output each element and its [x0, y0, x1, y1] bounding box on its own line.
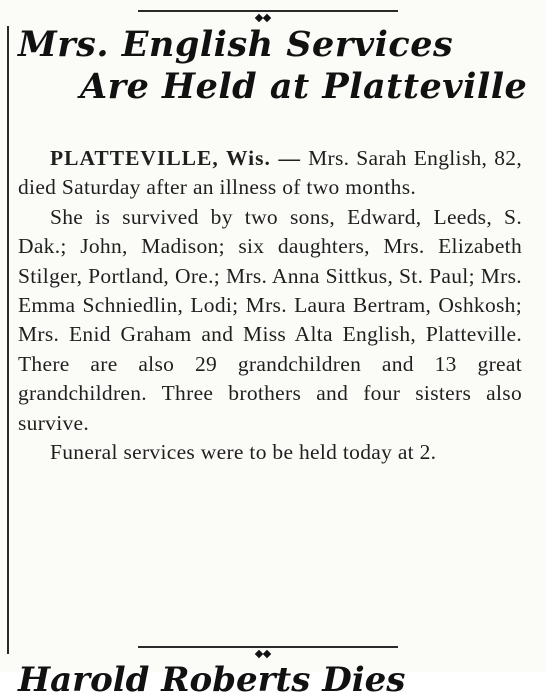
headline-line-2: Are Held at Platteville [80, 66, 528, 107]
top-divider [138, 10, 398, 12]
divider-ornament [256, 642, 274, 652]
headline-line-1: Mrs. English Services [18, 24, 454, 65]
article-body [18, 144, 522, 467]
paragraph-1-text: Mrs. Sarah English, 82, died Saturday after an illness of two months. [18, 146, 522, 200]
divider-ornament [256, 6, 274, 16]
dateline: PLATTEVILLE, Wis. — [50, 146, 302, 170]
column-rule [7, 26, 9, 654]
bottom-divider [138, 646, 398, 648]
paragraph-1 [18, 144, 522, 203]
paragraph-2: She is survived by two sons, Edward, Leeds, S. Dak.; John, Madison; six daughters, Mrs. Elizabeth Stilger, Portland, Ore.; Mrs. Anna Sittkus, St. Paul; Mrs. Emma Schniedlin, Lodi; Mrs. Laura Bertram, Oshkosh; Mrs. Enid Graham and Miss Alta English, Platteville. There are also 29 grandchildren and 13 great grandchildren. Three brothers and four sisters also survive. [18, 204, 522, 435]
headline [18, 24, 538, 108]
next-headline-partial: Harold Roberts Dies [18, 660, 406, 700]
paragraph-3: Funeral services were to be held today at 2. [50, 440, 437, 465]
